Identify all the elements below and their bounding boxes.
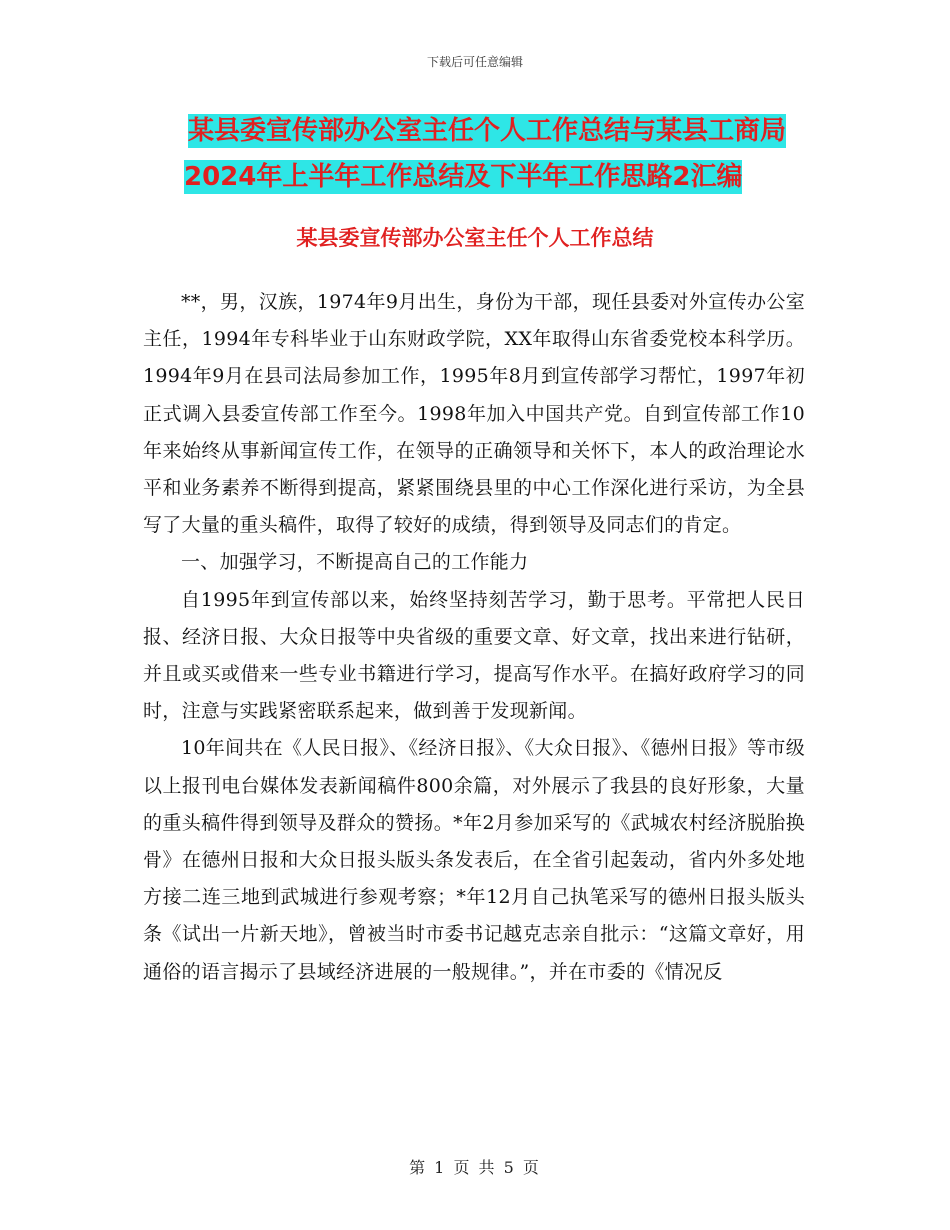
section-title: 某县委宣传部办公室主任个人工作总结 [296,226,654,250]
document-body [143,284,805,991]
paragraph-intro: **，男，汉族，1974年9月出生，身份为干部，现任县委对外宣传办公室主任，1994年专科毕业于山东财政学院，XX年取得山东省委党校本科学历。1994年9月在县司法局参加工作，1995年8月到宣传部学习帮忙，1997年初正式调入县委宣传部工作至今。1998年加入中国共产党。自到宣传部工作10年来始终从事新闻宣传工作，在领导的正确领导和关怀下，本人的政治理论水平和业务素养不断得到提高，紧紧围绕县里的中心工作深化进行采访，为全县写了大量的重头稿件，取得了较好的成绩，得到领导及同志们的肯定。 [143,291,805,537]
title-line-1: 某县委宣传部办公室主任个人工作总结与某县工商局 [188,116,787,146]
header-note: 下载后可任意编辑 [426,55,523,69]
document-title [184,108,808,200]
paragraph-heading-1: 一、加强学习，不断提高自己的工作能力 [181,551,529,574]
paragraph-study: 自1995年到宣传部以来，始终坚持刻苦学习，勤于思考。平常把人民日报、经济日报、大众日报等中央省级的重要文章、好文章，找出来进行钻研，并且或买或借来一些专业书籍进行学习，提高写作水平。在搞好政府学习的同时，注意与实践紧密联系起来，做到善于发现新闻。 [143,588,805,723]
paragraph-achievements: 10年间共在《人民日报》、《经济日报》、《大众日报》、《德州日报》等市级以上报刊电台媒体发表新闻稿件800余篇，对外展示了我县的良好形象，大量的重头稿件得到领导及群众的赞扬。*年2月参加采写的《武城农村经济脱胎换骨》在德州日报和大众日报头版头条发表后，在全省引起轰动，省内外多处地方接二连三地到武城进行参观考察；*年12月自己执笔采写的德州日报头版头条《试出一片新天地》，曾被当时市委书记越克志亲自批示：“这篇文章好，用通俗的语言揭示了县域经济进展的一般规律。”，并在市委的《情况反 [143,737,805,983]
page-footer: 第 1 页 共 5 页 [409,1158,541,1177]
title-line-2: 2024年上半年工作总结及下半年工作思路2汇编 [184,162,743,192]
